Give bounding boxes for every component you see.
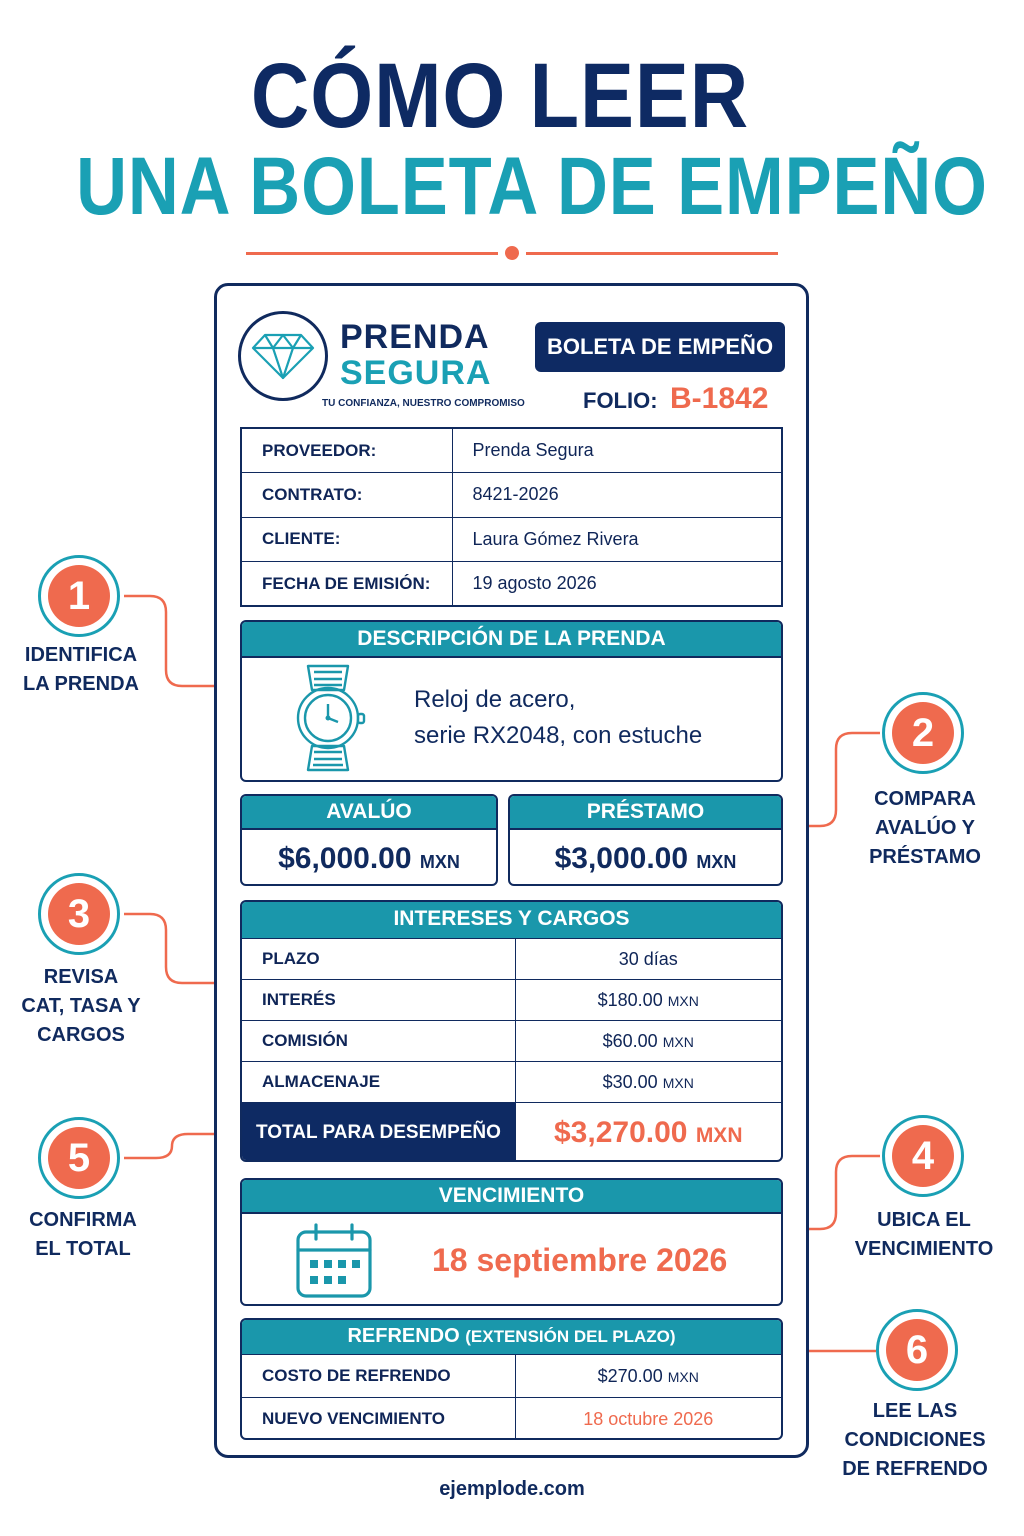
brand-name-line1: PRENDA (340, 318, 490, 356)
footer-source: ejemplode.com (439, 1478, 585, 1500)
brand-logo (238, 311, 328, 401)
fee-amount: $30.00 (602, 1071, 658, 1092)
fee-label-almacenaje: ALMACENAJE (242, 1062, 515, 1103)
step-2-badge (882, 692, 964, 774)
table-row (241, 517, 782, 562)
fee-label-interes: INTERÉS (242, 980, 515, 1021)
renewal-section (240, 1318, 783, 1440)
step-3-badge (38, 873, 120, 955)
table-row (242, 1355, 781, 1398)
avaluo-section (240, 794, 498, 886)
description-line2: serie RX2048, con estuche (414, 722, 703, 749)
fee-value-interes (515, 980, 781, 1021)
fee-value-comision (515, 1021, 781, 1062)
description-section (240, 620, 783, 782)
fee-label-comision: COMISIÓN (242, 1021, 515, 1062)
fee-currency: MXN (662, 1033, 694, 1050)
avaluo-amount: $6,000.00 (278, 842, 412, 875)
renewal-heading-sub: (EXTENSIÓN DEL PLAZO) (465, 1327, 676, 1346)
page-title-line2: UNA BOLETA DE EMPEÑO (76, 141, 988, 232)
table-row (241, 473, 782, 518)
info-label-contrato: CONTRATO: (241, 473, 452, 518)
total-row (242, 1103, 781, 1163)
step-number: 4 (892, 1125, 954, 1187)
total-currency: MXN (695, 1123, 743, 1147)
table-row (241, 428, 782, 473)
step-label-line: CAT, TASA Y (21, 995, 141, 1017)
info-label-fecha: FECHA DE EMISIÓN: (241, 562, 452, 607)
folio-label: FOLIO: (583, 388, 658, 413)
step-5-label (0, 1206, 178, 1264)
fee-value-almacenaje (515, 1062, 781, 1103)
total-label: TOTAL PARA DESEMPEÑO (242, 1103, 515, 1163)
renewal-value-new-date: 18 octubre 2026 (515, 1398, 781, 1441)
step-number: 5 (48, 1127, 110, 1189)
step-label-line: PRÉSTAMO (869, 846, 981, 868)
step-number: 3 (48, 883, 110, 945)
renewal-heading (242, 1320, 781, 1354)
prestamo-value (510, 842, 781, 876)
table-row (242, 939, 781, 980)
total-amount: $3,270.00 (554, 1115, 688, 1149)
connector-5 (124, 1134, 226, 1158)
info-label-proveedor: PROVEEDOR: (241, 428, 452, 473)
fee-amount: $180.00 (597, 989, 663, 1010)
table-row (242, 1062, 781, 1103)
description-line1: Reloj de acero, (414, 686, 576, 713)
fee-amount: $60.00 (602, 1030, 658, 1051)
step-5-badge (38, 1117, 120, 1199)
page-title-line1: CÓMO LEER (250, 45, 750, 147)
step-label-line: LEE LAS (872, 1400, 958, 1422)
step-number: 2 (892, 702, 954, 764)
avaluo-heading: AVALÚO (242, 796, 496, 830)
fees-table (242, 938, 781, 1162)
due-date-value: 18 septiembre 2026 (432, 1242, 728, 1278)
step-label-line: REVISA (43, 966, 119, 988)
avaluo-currency: MXN (419, 852, 460, 872)
watch-icon (288, 660, 368, 776)
due-date-section (240, 1178, 783, 1306)
step-number: 6 (886, 1319, 948, 1381)
table-row (242, 1398, 781, 1441)
due-date-heading: VENCIMIENTO (242, 1180, 781, 1214)
fee-currency: MXN (662, 1074, 694, 1091)
diamond-icon (251, 331, 315, 381)
calendar-icon (294, 1222, 374, 1300)
renewal-amount: $270.00 (597, 1365, 663, 1386)
brand-tagline: TU CONFIANZA, NUESTRO COMPROMISO (322, 398, 525, 409)
fee-value-plazo (515, 939, 781, 980)
step-label-line: COMPARA (874, 788, 976, 810)
step-4-label (829, 1206, 1019, 1264)
step-3-label (0, 963, 176, 1050)
step-label-line: AVALÚO Y (874, 817, 975, 839)
avaluo-value (242, 842, 496, 876)
ticket-type-badge: BOLETA DE EMPEÑO (535, 322, 785, 372)
step-label-line: IDENTIFICA (24, 644, 138, 666)
fee-label-plazo: PLAZO (242, 939, 515, 980)
step-label-line: DE REFRENDO (842, 1458, 988, 1480)
renewal-heading-main: REFRENDO (347, 1325, 460, 1347)
step-label-line: CARGOS (37, 1024, 125, 1046)
brand-name-line2: SEGURA (340, 354, 492, 392)
renewal-value-cost (515, 1355, 781, 1398)
prestamo-currency: MXN (696, 852, 737, 872)
step-4-badge (882, 1115, 964, 1197)
ticket-info-table (240, 427, 783, 607)
step-label-line: CONFIRMA (29, 1209, 137, 1231)
total-value (515, 1103, 781, 1163)
step-1-badge (38, 555, 120, 637)
prestamo-heading: PRÉSTAMO (510, 796, 781, 830)
renewal-currency: MXN (667, 1368, 699, 1385)
step-label-line: LA PRENDA (23, 673, 139, 695)
fee-currency: MXN (667, 992, 699, 1009)
folio-value: B-1842 (670, 382, 769, 415)
info-value-contrato: 8421-2026 (452, 473, 782, 518)
step-6-label (820, 1397, 1010, 1484)
renewal-label-new-date: NUEVO VENCIMIENTO (242, 1398, 515, 1441)
table-row (242, 1021, 781, 1062)
table-row (241, 562, 782, 607)
step-label-line: UBICA EL (877, 1209, 971, 1231)
description-heading: DESCRIPCIÓN DE LA PRENDA (242, 622, 781, 658)
info-value-proveedor: Prenda Segura (452, 428, 782, 473)
description-text (414, 682, 702, 754)
fee-amount: 30 días (618, 948, 678, 969)
prestamo-amount: $3,000.00 (554, 842, 689, 875)
step-label-line: EL TOTAL (35, 1238, 131, 1260)
prestamo-section (508, 794, 783, 886)
info-value-fecha: 19 agosto 2026 (452, 562, 782, 607)
fees-heading: INTERESES Y CARGOS (242, 902, 781, 938)
step-number: 1 (48, 565, 110, 627)
step-2-label (830, 785, 1020, 872)
step-label-line: VENCIMIENTO (854, 1238, 994, 1260)
step-label-line: CONDICIONES (844, 1429, 986, 1451)
step-6-badge (876, 1309, 958, 1391)
table-row (242, 980, 781, 1021)
renewal-table (242, 1354, 781, 1440)
info-label-cliente: CLIENTE: (241, 517, 452, 562)
renewal-label-cost: COSTO DE REFRENDO (242, 1355, 515, 1398)
info-value-cliente: Laura Gómez Rivera (452, 517, 782, 562)
step-1-label (0, 641, 176, 699)
fees-section (240, 900, 783, 1162)
